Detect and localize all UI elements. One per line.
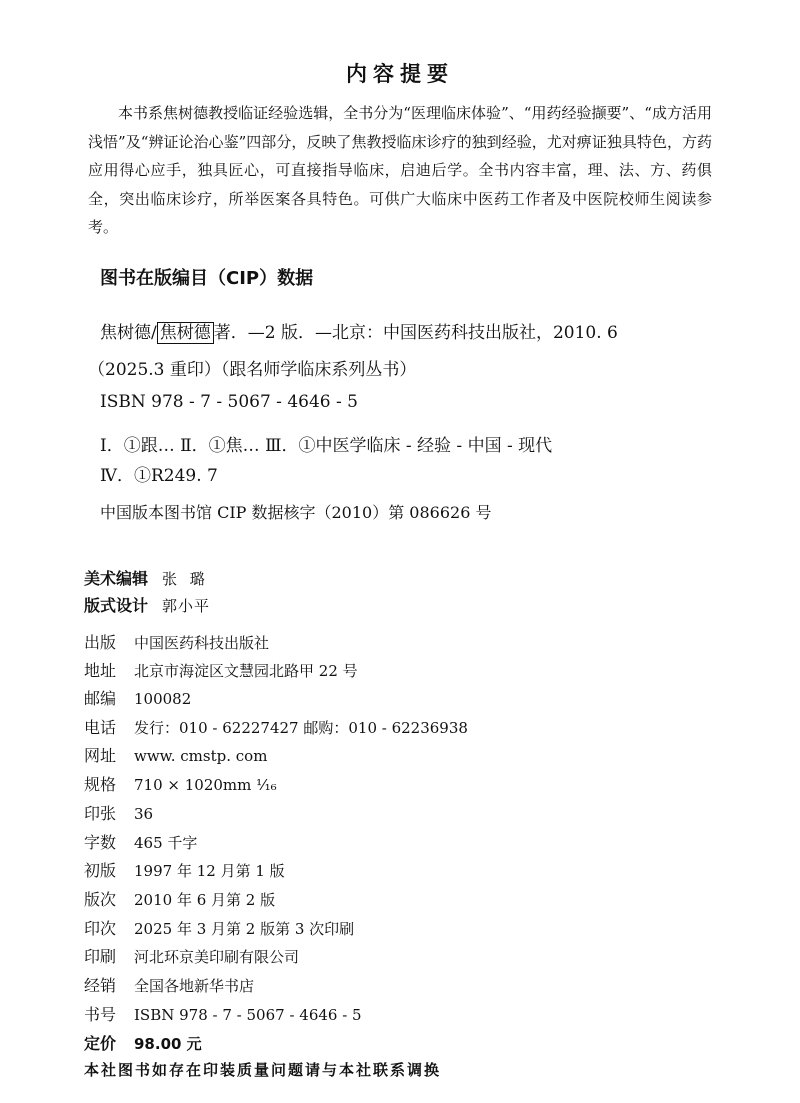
info-row-format	[84, 772, 277, 795]
info-row-address	[84, 658, 358, 681]
credit-value: 张 璐	[162, 570, 209, 588]
info-row-edition	[84, 887, 275, 910]
info-row-publisher	[84, 630, 269, 653]
info-value: www. cmstp. com	[134, 747, 268, 765]
info-row-distributor	[84, 973, 254, 996]
info-value: 1997 年 12 月第 1 版	[134, 862, 285, 880]
cip-isbn: ISBN 978 - 7 - 5067 - 4646 - 5	[100, 392, 358, 412]
info-label: 定价	[84, 1034, 117, 1053]
info-value: 465 千字	[134, 834, 198, 852]
credit-layout-design	[84, 593, 210, 616]
info-value: 全国各地新华书店	[134, 977, 255, 995]
cip-line2: （2025.3 重印）（跟名师学临床系列丛书）	[88, 360, 417, 380]
info-row-word-count	[84, 830, 197, 853]
info-label: 印刷	[84, 947, 117, 966]
credit-label: 版式设计	[84, 596, 149, 615]
cip-publication: 著．—2 版．—北京：中国医药科技出版社，2010. 6	[213, 323, 618, 343]
info-value: 2025 年 3 月第 2 版第 3 次印刷	[134, 920, 355, 938]
credit-art-editor	[84, 566, 209, 589]
info-row-website	[84, 743, 267, 766]
info-row-isbn	[84, 1002, 362, 1025]
info-label: 书号	[84, 1005, 117, 1024]
cip-verify-number: 中国版本图书馆 CIP 数据核字（2010）第 086626 号	[100, 503, 492, 522]
info-value: 710 × 1020mm ⅟₁₆	[134, 776, 277, 794]
info-value: 36	[134, 805, 154, 823]
info-row-sheets	[84, 801, 153, 824]
info-value: 2010 年 6 月第 2 版	[134, 891, 276, 909]
info-row-printing	[84, 916, 354, 939]
info-label: 地址	[84, 661, 117, 680]
info-row-phone	[84, 715, 468, 738]
credit-label: 美术编辑	[84, 569, 149, 588]
info-label: 经销	[84, 976, 117, 995]
info-label: 网址	[84, 746, 117, 765]
summary-title: 内容提要	[346, 62, 454, 86]
info-row-postcode	[84, 686, 191, 709]
info-value: 98.00 元	[134, 1035, 202, 1053]
cip-author: 焦树德/	[100, 323, 157, 343]
info-value: 河北环京美印刷有限公司	[134, 948, 300, 966]
info-value: 北京市海淀区文慧园北路甲 22 号	[134, 662, 358, 680]
cip-author-boxed: 焦树德	[157, 322, 214, 344]
info-row-first-edition	[84, 858, 285, 881]
info-label: 初版	[84, 861, 117, 880]
info-label: 电话	[84, 718, 117, 737]
info-row-price	[84, 1031, 202, 1054]
info-label: 印张	[84, 804, 117, 823]
cip-classification-2: Ⅳ．①R249. 7	[100, 466, 218, 486]
cip-classification-1: Ⅰ．①跟… Ⅱ．①焦… Ⅲ．①中医学临床 - 经验 - 中国 - 现代	[100, 436, 553, 456]
info-label: 出版	[84, 633, 117, 652]
cip-heading: 图书在版编目（CIP）数据	[100, 268, 314, 289]
info-value: 100082	[134, 690, 192, 708]
info-label: 版次	[84, 890, 117, 909]
credit-value: 郭小平	[162, 597, 211, 615]
summary-text	[88, 99, 712, 242]
info-label: 印次	[84, 919, 117, 938]
info-value: ISBN 978 - 7 - 5067 - 4646 - 5	[134, 1006, 362, 1024]
quality-notice: 本社图书如存在印装质量问题请与本社联系调换	[84, 1061, 442, 1079]
info-label: 邮编	[84, 689, 117, 708]
info-row-printer	[84, 944, 299, 967]
info-value: 发行：010 - 62227427 邮购：010 - 62236938	[134, 719, 468, 737]
summary-paragraph: 本书系焦树德教授临证经验选辑，全书分为“医理临床体验”、“用药经验撷要”、“成方活用浅悟”及“辨证论治心鉴”四部分，反映了焦教授临床诊疗的独到经验，尤对痹证独具特色，方药应用得心应手，独具匠心，可直接指导临床，启迪后学。全书内容丰富，理、法、方、药俱全，突出临床诊疗，所举医案各具特色。可供广大临床中医药工作者及中医院校师生阅读参考。	[88, 104, 712, 236]
info-label: 规格	[84, 775, 117, 794]
info-value: 中国医药科技出版社	[134, 634, 270, 652]
info-label: 字数	[84, 833, 117, 852]
cip-line1	[100, 318, 618, 343]
